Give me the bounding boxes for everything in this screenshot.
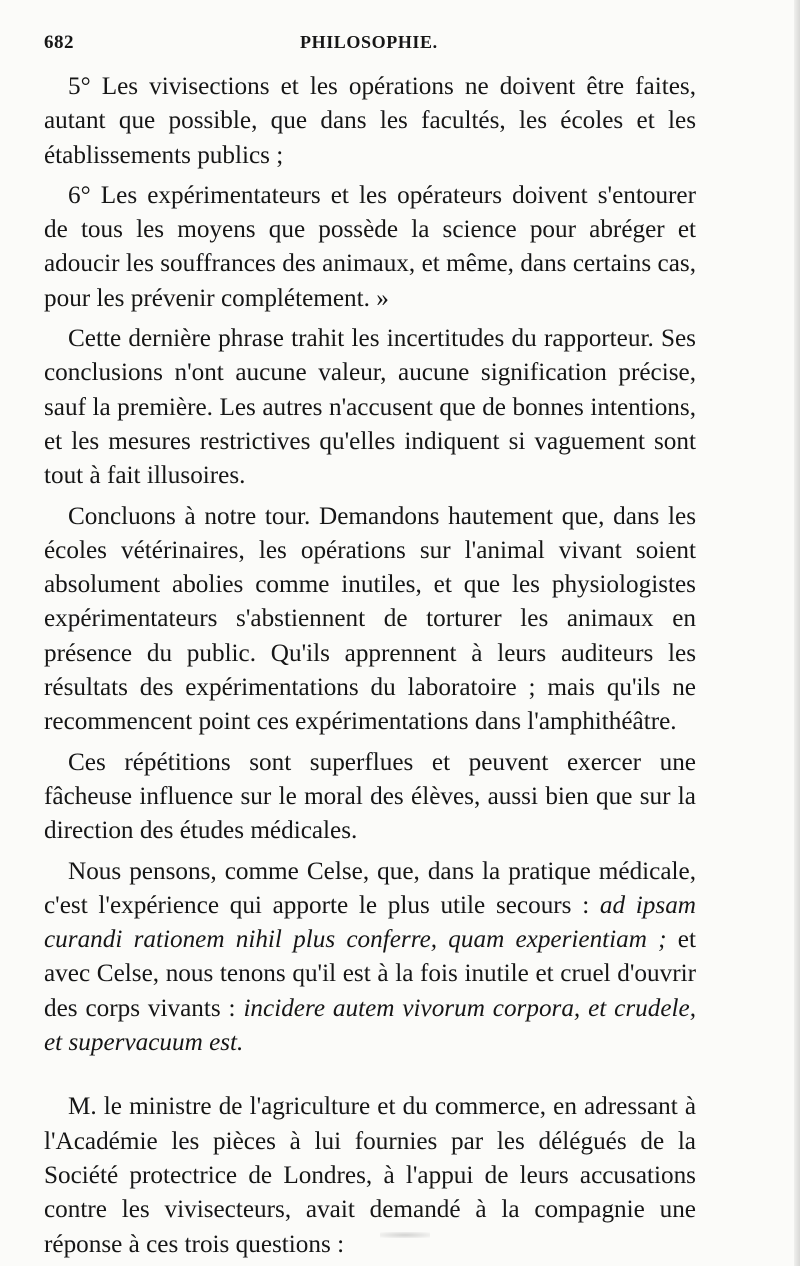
page-number: 682 — [44, 32, 74, 53]
paragraph-celse — [44, 855, 696, 1061]
ink-smudge — [380, 1232, 430, 1238]
paragraph-article-6: 6° Les expérimentateurs et les opérateurs doivent s'entourer de tous les moyens que possède la science pour abréger et adoucir les souffrances des animaux, et même, dans certains cas, pour les prévenir complétement. » — [44, 181, 696, 312]
body-text — [44, 70, 696, 1262]
latin-quote-1: ad ipsam curandi rationem nihil plus conferre, quam experientiam ; — [44, 891, 696, 954]
paragraph-conclusion: Concluons à notre tour. Demandons hautement que, dans les écoles vétérinaires, les opérations sur l'animal vivant soient absolument abolies comme inutiles, et que les physiologistes expérimentateurs s'abstiennent de torturer les animaux en présence du public. Qu'ils apprennent à leurs auditeurs les résultats des expérimentations du laboratoire ; mais qu'ils ne recommencent point ces expérimentations dans l'amphithéâtre. — [44, 502, 696, 736]
paragraph-ministre: M. le ministre de l'agriculture et du commerce, en adressant à l'Académie les pièces à lui fournies par les délégués de la Société protectrice de Londres, à l'appui de leurs accusations contre les vivisecteurs, avait demandé à la compagnie une réponse à ces trois questions : — [44, 1093, 696, 1258]
celse-text-1: Nous pensons, comme Celse, que, dans la pratique médicale, c'est l'expérience qui apporte le plus utile secours : — [44, 857, 696, 919]
page-header — [44, 32, 756, 60]
paragraph-article-5: 5° Les vivisections et les opérations ne doivent être faites, autant que possible, que dans les facultés, les écoles et les établissements publics ; — [44, 73, 696, 169]
paragraph-critique: Cette dernière phrase trahit les incertitudes du rapporteur. Ses conclusions n'ont aucune valeur, aucune signification précise, sauf la première. Les autres n'accusent que de bonnes intentions, et les mesures restrictives qu'elles indiquent si vaguement sont tout à fait illusoires. — [44, 325, 696, 490]
paragraph-repetitions: Ces répétitions sont superflues et peuvent exercer une fâcheuse influence sur le moral des élèves, aussi bien que sur la direction des études médicales. — [44, 748, 696, 845]
running-title: PHILOSOPHIE. — [300, 32, 438, 52]
celse-text-2: et avec Celse, nous tenons qu'il est à la fois inutile et cruel d'ouvrir des corps vivants : — [44, 926, 696, 1022]
latin-quote-2: incidere autem vivorum corpora, et crudele, et supervacuum est. — [44, 994, 696, 1057]
